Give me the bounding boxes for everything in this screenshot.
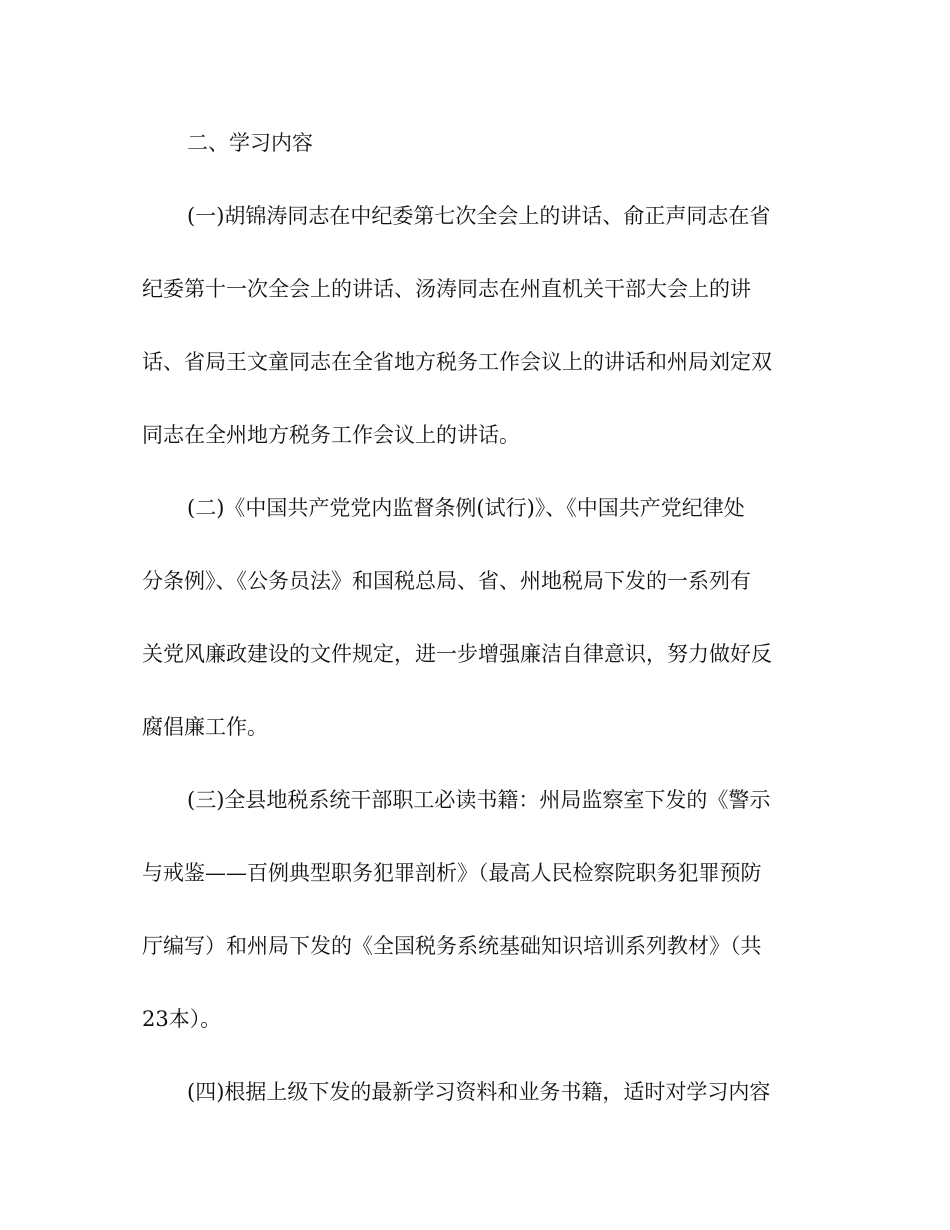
section-heading: 二、学习内容 (187, 131, 313, 155)
paragraph-2-line-2: 分条例》、《公务员法》和国税总局、省、州地税局下发的一系列有 (142, 569, 751, 593)
paragraph-2-line-1: (二)《中国共产党党内监督条例(试行)》、《中国共产党纪律处 (187, 496, 745, 520)
paragraph-1-line-3: 话、省局王文童同志在全省地方税务工作会议上的讲话和州局刘定双 (142, 350, 772, 374)
paragraph-3-line-4: 23本）。 (142, 1007, 222, 1031)
paragraph-4-line-1: (四)根据上级下发的最新学习资料和业务书籍，适时对学习内容 (187, 1080, 771, 1104)
paragraph-1-line-2: 纪委第十一次全会上的讲话、汤涛同志在州直机关干部大会上的讲 (142, 277, 751, 301)
paragraph-2-line-4: 腐倡廉工作。 (142, 715, 268, 739)
paragraph-2-line-3: 关党风廉政建设的文件规定，进一步增强廉洁自律意识，努力做好反 (142, 642, 772, 666)
paragraph-1-line-4: 同志在全州地方税务工作会议上的讲话。 (142, 423, 520, 447)
paragraph-3-line-3: 厅编写）和州局下发的《全国税务系统基础知识培训系列教材》（共 (142, 934, 762, 958)
paragraph-1-line-1: (一)胡锦涛同志在中纪委第七次全会上的讲话、俞正声同志在省 (187, 204, 771, 228)
paragraph-3-line-2: 与戒鉴——百例典型职务犯罪剖析》（最高人民检察院职务犯罪预防 (142, 861, 762, 885)
paragraph-3-line-1: (三)全县地税系统干部职工必读书籍：州局监察室下发的《警示 (187, 788, 771, 812)
